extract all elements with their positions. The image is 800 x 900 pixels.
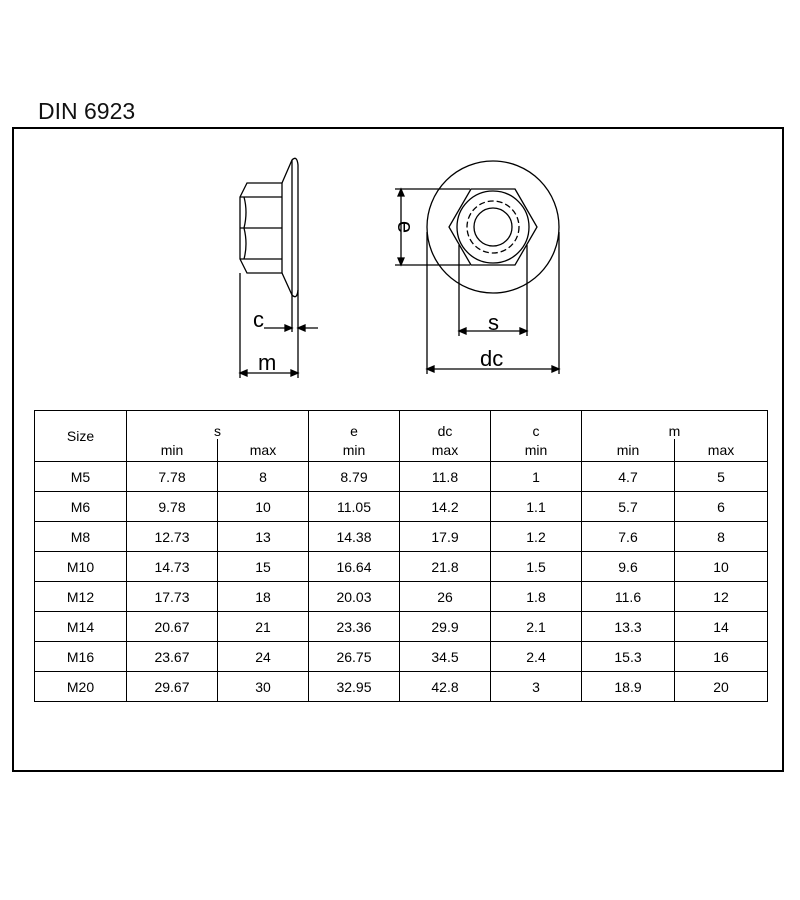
size-cell: M20 xyxy=(35,672,127,702)
value-cell: 18.9 xyxy=(582,672,675,702)
header-m: m xyxy=(582,411,768,440)
dim-m-arrow-left xyxy=(240,370,247,376)
value-cell: 4.7 xyxy=(582,462,675,492)
table-header-row-groups xyxy=(35,411,768,440)
value-cell: 21 xyxy=(218,612,309,642)
value-cell: 14.73 xyxy=(127,552,218,582)
value-cell: 20.03 xyxy=(309,582,400,612)
value-cell: 8 xyxy=(675,522,768,552)
flange-outline xyxy=(282,158,298,296)
value-cell: 30 xyxy=(218,672,309,702)
table-row xyxy=(35,582,768,612)
value-cell: 15 xyxy=(218,552,309,582)
value-cell: 20.67 xyxy=(127,612,218,642)
size-cell: M14 xyxy=(35,612,127,642)
value-cell: 29.9 xyxy=(400,612,491,642)
table-body xyxy=(35,462,768,702)
value-cell: 1.2 xyxy=(491,522,582,552)
top-view xyxy=(395,161,559,374)
value-cell: 12 xyxy=(675,582,768,612)
dim-c-arrow-left xyxy=(285,325,292,331)
size-header: Size xyxy=(35,411,127,462)
hex-chamfer-circle xyxy=(457,191,529,263)
value-cell: 34.5 xyxy=(400,642,491,672)
value-cell: 2.4 xyxy=(491,642,582,672)
size-cell: M5 xyxy=(35,462,127,492)
dim-e-label: e xyxy=(393,220,418,234)
value-cell: 2.1 xyxy=(491,612,582,642)
table-header-row-limits xyxy=(35,439,768,462)
value-cell: 3 xyxy=(491,672,582,702)
dimensions-table xyxy=(34,410,768,702)
value-cell: 13 xyxy=(218,522,309,552)
dim-s-arrow-left xyxy=(459,328,466,334)
value-cell: 1.5 xyxy=(491,552,582,582)
dim-s-label: s xyxy=(488,310,499,335)
dim-e-arrow-top xyxy=(398,189,404,196)
value-cell: 6 xyxy=(675,492,768,522)
value-cell: 1.1 xyxy=(491,492,582,522)
value-cell: 16.64 xyxy=(309,552,400,582)
dim-s-arrow-right xyxy=(520,328,527,334)
size-cell: M16 xyxy=(35,642,127,672)
header-m-max: max xyxy=(675,439,768,462)
value-cell: 8.79 xyxy=(309,462,400,492)
size-cell: M8 xyxy=(35,522,127,552)
value-cell: 18 xyxy=(218,582,309,612)
header-s-min: min xyxy=(127,439,218,462)
side-view xyxy=(240,158,318,378)
value-cell: 11.6 xyxy=(582,582,675,612)
value-cell: 8 xyxy=(218,462,309,492)
dim-c-arrow-right xyxy=(298,325,305,331)
value-cell: 24 xyxy=(218,642,309,672)
dim-dc-label: dc xyxy=(480,346,504,371)
table-row xyxy=(35,492,768,522)
hex-chamfer-arc-bottom xyxy=(244,228,246,259)
value-cell: 17.73 xyxy=(127,582,218,612)
value-cell: 14 xyxy=(675,612,768,642)
value-cell: 9.6 xyxy=(582,552,675,582)
thread-circle-dashed xyxy=(467,201,519,253)
value-cell: 26.75 xyxy=(309,642,400,672)
header-c-min: min xyxy=(491,439,582,462)
header-s-max: max xyxy=(218,439,309,462)
table-row xyxy=(35,672,768,702)
header-s: s xyxy=(127,411,309,440)
value-cell: 23.36 xyxy=(309,612,400,642)
value-cell: 29.67 xyxy=(127,672,218,702)
value-cell: 10 xyxy=(675,552,768,582)
value-cell: 7.6 xyxy=(582,522,675,552)
value-cell: 42.8 xyxy=(400,672,491,702)
header-e: e xyxy=(309,411,400,440)
value-cell: 10 xyxy=(218,492,309,522)
value-cell: 12.73 xyxy=(127,522,218,552)
value-cell: 21.8 xyxy=(400,552,491,582)
flange-circle xyxy=(427,161,559,293)
header-e-min: min xyxy=(309,439,400,462)
dim-m-label: m xyxy=(258,350,277,375)
dim-c-label: c xyxy=(253,307,264,332)
header-dc: dc xyxy=(400,411,491,440)
value-cell: 16 xyxy=(675,642,768,672)
value-cell: 9.78 xyxy=(127,492,218,522)
value-cell: 26 xyxy=(400,582,491,612)
value-cell: 11.05 xyxy=(309,492,400,522)
value-cell: 1.8 xyxy=(491,582,582,612)
value-cell: 7.78 xyxy=(127,462,218,492)
header-dc-max: max xyxy=(400,439,491,462)
header-c: c xyxy=(491,411,582,440)
table-row xyxy=(35,462,768,492)
value-cell: 14.38 xyxy=(309,522,400,552)
dim-dc-arrow-left xyxy=(427,366,434,372)
table-row xyxy=(35,552,768,582)
value-cell: 5.7 xyxy=(582,492,675,522)
value-cell: 11.8 xyxy=(400,462,491,492)
value-cell: 1 xyxy=(491,462,582,492)
value-cell: 13.3 xyxy=(582,612,675,642)
value-cell: 5 xyxy=(675,462,768,492)
dim-dc-arrow-right xyxy=(552,366,559,372)
value-cell: 14.2 xyxy=(400,492,491,522)
size-cell: M6 xyxy=(35,492,127,522)
value-cell: 20 xyxy=(675,672,768,702)
page-title: DIN 6923 xyxy=(38,98,136,124)
value-cell: 23.67 xyxy=(127,642,218,672)
size-cell: M12 xyxy=(35,582,127,612)
value-cell: 32.95 xyxy=(309,672,400,702)
table-row xyxy=(35,522,768,552)
value-cell: 17.9 xyxy=(400,522,491,552)
size-cell: M10 xyxy=(35,552,127,582)
bore-circle xyxy=(474,208,512,246)
dim-e-arrow-bottom xyxy=(398,258,404,265)
table-row xyxy=(35,642,768,672)
value-cell: 15.3 xyxy=(582,642,675,672)
dim-m-arrow-right xyxy=(291,370,298,376)
table-row xyxy=(35,612,768,642)
header-m-min: min xyxy=(582,439,675,462)
hex-chamfer-arc-top xyxy=(244,197,246,228)
